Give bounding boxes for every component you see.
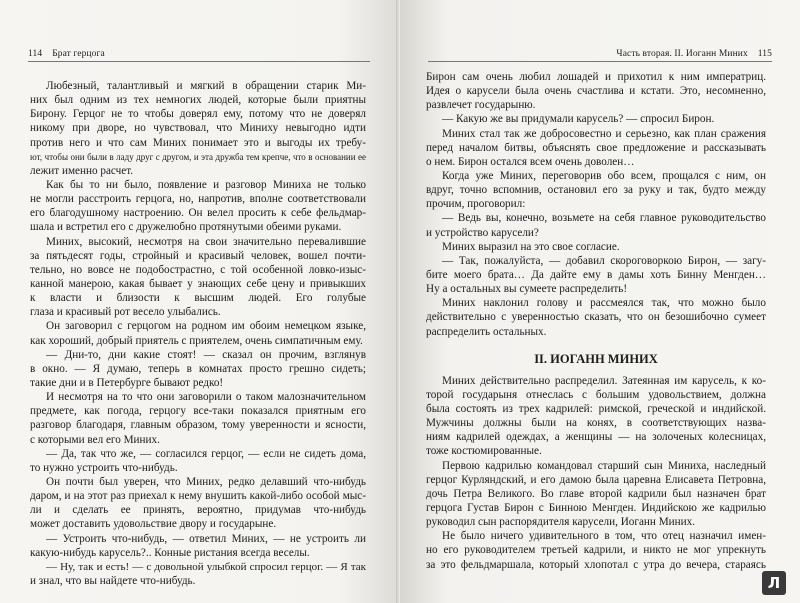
right-running-header — [428, 49, 772, 62]
text-line: Миних, высокий, несмотря на свои значительно перевалившие — [46, 235, 366, 248]
text-line: может доставить удовольствие двору и государыне. — [30, 518, 277, 531]
text-line: Он почти был уверен, что Миних, редко делавший что-нибудь — [46, 475, 366, 488]
text-line: ниям кадрилей одеждах, а женщины — на золоченых колесницах, — [426, 431, 766, 444]
text-line: ли и сделать ее принять, вероятно, придумав что-нибудь — [30, 504, 366, 517]
text-line: то нужно устроить что-нибудь. — [30, 461, 178, 474]
text-line: развлечет государыню. — [426, 99, 536, 112]
text-line: Когда уже Миних, переговорив обо всем, прощался с ним, он — [442, 169, 766, 182]
left-running-header — [28, 49, 370, 62]
text-line: разговор благодаря, главным образом, тому уверенности и ясности, — [30, 419, 366, 432]
text-line: в окно. — Я думаю, теперь в комнатах просто грешно сидеть; — [30, 362, 366, 375]
left-page-number: 114 — [28, 49, 43, 59]
text-line: прочим, проговорил: — [426, 198, 526, 211]
text-line: лежит именно расчет. — [30, 164, 134, 177]
text-line: — Да, так что же, — согласился герцог, — если не сидеть дома, — [46, 447, 366, 460]
text-line: Идея о карусели была очень счастлива и кстати. Это, несомненно, — [426, 85, 766, 98]
text-line: тоже костюмированные. — [426, 445, 542, 458]
text-line: Миних наклонил голову и рассмеялся так, что можно было — [442, 297, 766, 310]
text-line: с которыми вел его Миних. — [30, 433, 160, 446]
text-line: даром, и на этот раз приехал к нему внушить какой-либо особой мыс- — [30, 490, 366, 503]
text-line: какую-нибудь карусель?.. Конные ристания всегда веселы. — [30, 546, 310, 559]
text-line: дочь Петра Великого. Во главе второй кадрили был назначен брат — [426, 487, 766, 500]
text-line: — Так, пожалуйста, — добавил скороговоркою Бирон, — загу- — [442, 254, 766, 267]
text-line: против него и что сам Миних понимает это и выгоды их требу- — [30, 136, 366, 149]
text-line: Первою кадрилью командовал старший сын Миниха, наследный — [442, 459, 766, 472]
text-line: к власти и близости к высшим людей. Его голубые — [30, 292, 366, 305]
text-line: предмете, как погода, герцогу все-таки показался приятным его — [30, 405, 366, 418]
text-line: Миних стал так же добросовестно и серьезно, как план сражения — [442, 127, 766, 140]
text-line: канной манерою, какая бывает у знающих себе цену и привыкших — [30, 277, 366, 290]
text-line: торой государыня отнеслась с большим удовольствием, должна — [426, 388, 766, 401]
text-line: действительно с уверенностью сказать, что он безошибочно сумеет — [426, 311, 766, 324]
text-line: — Ведь вы, конечно, возьмете на себя главное руководительство — [442, 212, 766, 225]
right-page-number: 115 — [757, 49, 772, 59]
text-line: — Устроить что-нибудь, — ответил Миних, — не устроить ли — [46, 532, 366, 545]
text-line: за пятьдесят годы, стройный и красивый человек, вошел почти- — [30, 249, 366, 262]
text-line: Он заговорил с герцогом на родном им обоим немецком языке, — [46, 320, 366, 333]
text-line: была состоять из трех кадрилей: римской, греческой и индийской. — [426, 402, 766, 415]
labirint-logo-icon: Л — [762, 571, 786, 595]
text-line: И несмотря на то что они заговорили о таком малозначительном — [46, 391, 366, 404]
text-line: не могли расстроить герцога, но, напротив, вполне соответствовали — [30, 193, 366, 206]
text-line: перед началом битвы, объяснять свое предложение и рассказывать — [426, 141, 766, 154]
text-line: Бирон сам очень любил лошадей и прихотил к ним императриц. — [426, 71, 766, 83]
text-line: ют, чтобы они были в ладу друг с другом, и эта дружба тем крепче, что в основании ее — [30, 151, 366, 162]
text-line: его благодушному настроению. Он велел просить к себе фельдмар- — [30, 207, 366, 220]
text-line: за это фельдмаршала, который хлопотал с утра до вечера, стараясь — [426, 558, 766, 571]
text-line: но его руководителем третьей кадрили, и никто не мог упрекнуть — [426, 544, 766, 557]
text-line: никому при дворе, но чувствовал, что Миниху невыгодно идти — [30, 122, 366, 135]
text-line: Ну а остальных вы сумеете распределить! — [426, 283, 628, 296]
text-line: Как бы то ни было, появление и разговор Миниха не только — [46, 178, 366, 191]
text-line: бите моего брата… Да дайте ему в дамы хоть Бинну Менгден… — [426, 268, 766, 281]
text-line: о нем. Бирон остался всем очень доволен… — [426, 155, 635, 168]
text-line: них был одним из тех немногих людей, которые были приятны — [30, 94, 366, 107]
left-body-text — [30, 79, 366, 588]
text-line: глаза и красивый рот весело улыбались. — [30, 306, 221, 319]
text-line: такие дни и в Петербурге бывают редко! — [30, 376, 224, 389]
text-line: — Дни-то, дни какие стоят! — сказал он прочим, взглянув — [46, 348, 366, 361]
text-line: шала и встретил его с дружелюбно протянутыми обеими руками. — [30, 221, 342, 234]
text-line: Бирону. Герцог не то чтобы доверял ему, потому что не доверял — [30, 108, 366, 121]
text-line: тельно, но вовсе не подобострастно, с той особенной ловко-изыс- — [30, 263, 366, 276]
chapter-heading: II. ИОГАНН МИНИХ — [534, 351, 658, 366]
text-line: Любезный, талантливый и мягкий в обращении старик Ми- — [46, 80, 366, 92]
right-body-text — [426, 70, 766, 572]
left-running-head: Брат герцога — [52, 49, 105, 59]
text-line: и устройство карусели? — [426, 226, 539, 239]
text-line: как хороший, добрый приятель с приятелем, очень симпатичным ему. — [30, 334, 363, 347]
text-line: — Какую же вы придумали карусель? — спросил Бирон. — [442, 113, 715, 126]
text-line: герцога Густав Бирон с Бинною Менгден. Индийскою же кадрилью — [426, 501, 766, 514]
text-line: Миних выразил на это свое согласие. — [442, 240, 620, 253]
text-line: Не было ничего удивительного в том, что отец назначил имен- — [442, 530, 766, 543]
text-line: Мужчины должны были на конях, в соответствующих назва- — [426, 417, 766, 430]
text-line: — Ну, так и есть! — с довольной улыбкой спросил герцог. — Я так — [46, 560, 366, 573]
text-line: и знал, что вы найдете что-нибудь. — [30, 574, 196, 587]
text-line: герцог Курляндский, и его дамою была царевна Елисавета Петровна, — [426, 473, 766, 486]
right-running-head: Часть вторая. II. Иоганн Миних — [616, 49, 748, 59]
text-line: вдруг, точно вспомнив, остановил его за руку и так, будто между — [426, 184, 766, 197]
right-page — [400, 0, 800, 603]
text-line: руководил сын распорядителя карусели, Иоганн Миних. — [426, 516, 696, 529]
text-line: распределить остальных. — [426, 325, 547, 338]
text-line: Миних действительно распределил. Затеянная им карусель, к ко- — [442, 374, 766, 387]
